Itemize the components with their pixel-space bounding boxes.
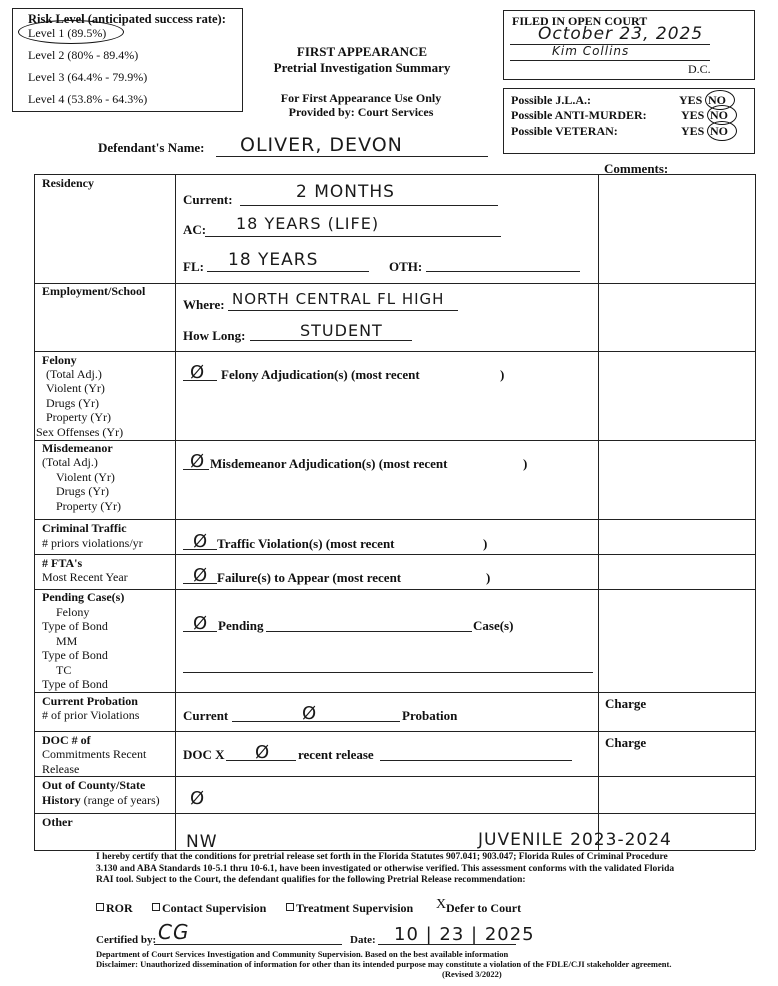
oth-line (426, 271, 580, 272)
row-line (34, 440, 755, 441)
outcounty-history: History (42, 793, 81, 807)
option-contact[interactable] (152, 901, 266, 916)
where-value: NORTH CENTRAL FL HIGH (232, 290, 445, 308)
certified-by-label: Certified by: (96, 934, 157, 946)
felony-text: Felony Adjudication(s) (most recent (221, 367, 420, 382)
cert-sig-line (154, 944, 342, 945)
howlong-label: How Long: (183, 328, 246, 343)
fl-value: 18 YEARS (228, 250, 319, 270)
filed-sig-line (510, 60, 710, 61)
felony-property: Property (Yr) (46, 410, 111, 424)
misd-violent: Violent (Yr) (56, 470, 115, 484)
felony-sex: Sex Offenses (Yr) (36, 425, 124, 439)
date-line (378, 944, 516, 945)
anti-yes: YES (681, 108, 705, 122)
felony-mark: Ø (190, 362, 206, 383)
row-line (34, 692, 755, 693)
fta-mark: Ø (193, 565, 209, 586)
doc-recent-line (380, 760, 572, 761)
disclaimer: Disclaimer: Unauthorized dissemination of information for other than its intended purpose may constitute a violation of the FDLE/CJI stakeholder agreement. (96, 959, 672, 969)
risk-level-1-circle (18, 20, 124, 44)
comments-label: Comments: (604, 161, 669, 176)
option-defer[interactable] (436, 897, 522, 916)
doc-label: DOC # of (42, 733, 91, 747)
traffic-close: ) (483, 536, 488, 551)
other-juvenile: JUVENILE 2023-2024 (478, 830, 672, 850)
probation-mark: Ø (302, 703, 318, 724)
doc-release: Release (42, 762, 80, 776)
ac-line (205, 236, 501, 237)
certification-text: I hereby certify that the conditions for pretrial release set forth in the Florida Statutes 907.041; 903.047; Florida Rules of Criminal Procedure 3.130 and ABA Standards 10-5.1 thru 10-6.1, have been investigated or otherwise verified. This assessment conforms with the validated Florida RAI tool. Subject to the Court, the defendant qualifies for the following Pretrial Release recommendation: (96, 852, 675, 886)
traffic-text: Traffic Violation(s) (most recent (217, 536, 395, 551)
veteran-no: NO (710, 124, 728, 138)
ac-label: AC: (183, 222, 207, 237)
misd-drugs: Drugs (Yr) (56, 484, 109, 498)
treatment-label: Treatment Supervision (296, 901, 414, 915)
row-line (34, 519, 755, 520)
fl-label: FL: (183, 259, 204, 274)
current-value: 2 MONTHS (296, 182, 395, 202)
provided-by: Provided by: Court Services (288, 105, 434, 119)
pending-mark-line (183, 631, 217, 632)
veteran-yes: YES (681, 124, 705, 138)
jla-no: NO (708, 93, 726, 107)
filed-signature: Kim Collins (552, 44, 630, 58)
oth-label: OTH: (389, 259, 423, 274)
veteran-no-circle (707, 121, 737, 141)
row-line (34, 731, 755, 732)
form-title: FIRST APPEARANCE (296, 44, 428, 59)
col-line (34, 174, 35, 850)
probation-current: Current (183, 708, 229, 723)
treatment-checkbox[interactable] (286, 903, 294, 911)
misd-mark-line (183, 469, 209, 470)
pending-felony: Felony (56, 605, 90, 619)
pending-line (266, 631, 472, 632)
doc-mark: Ø (255, 742, 271, 763)
other-nw: NW (186, 832, 218, 852)
date-value: 10 | 23 | 2025 (394, 924, 535, 945)
pending-line-2 (183, 672, 593, 673)
howlong-value: STUDENT (300, 321, 383, 340)
defendant-line (216, 156, 488, 157)
risk-level-4: Level 4 (53.8% - 64.3%) (28, 92, 148, 106)
misdemeanor-mark: Ø (190, 451, 206, 472)
defer-label: Defer to Court (446, 901, 522, 915)
felony-drugs: Drugs (Yr) (46, 396, 99, 410)
risk-level-2: Level 2 (80% - 89.4%) (28, 48, 139, 62)
filed-date-handwritten: October 23, 2025 (538, 24, 704, 44)
outcounty-mark: Ø (190, 788, 206, 809)
col-line (598, 174, 599, 850)
current-label: Current: (183, 192, 233, 207)
howlong-line (250, 340, 412, 341)
felony-close: ) (500, 367, 505, 382)
doc-recent: recent release (298, 747, 374, 762)
misdemeanor-label: Misdemeanor (42, 441, 113, 455)
form-subtitle: Pretrial Investigation Summary (273, 60, 451, 75)
fta-close: ) (486, 570, 491, 585)
outcounty-range: (range of years) (83, 793, 160, 807)
pending-mm: MM (56, 634, 78, 648)
doc-commitments: Commitments Recent (42, 747, 147, 761)
doc-x: DOC X (183, 747, 225, 762)
felony-label: Felony (42, 353, 77, 367)
revised: (Revised 3/2022) (442, 969, 502, 979)
felony-mark-line (183, 380, 217, 381)
misdemeanor-close: ) (523, 456, 528, 471)
pending-bond-3: Type of Bond (42, 677, 108, 691)
option-ror[interactable] (96, 901, 133, 916)
dc-label: D.C. (688, 62, 711, 76)
felony-total: (Total Adj.) (46, 367, 102, 381)
pending-tc: TC (56, 663, 72, 677)
option-treatment[interactable] (286, 901, 413, 916)
other-label: Other (42, 815, 73, 829)
row-line (34, 174, 755, 175)
row-line (34, 776, 755, 777)
traffic-label: Criminal Traffic (42, 521, 127, 535)
risk-level-1: Level 1 (89.5%) (28, 26, 107, 40)
risk-level-3: Level 3 (64.4% - 79.9%) (28, 70, 148, 84)
col-line (755, 174, 756, 850)
col-line (175, 174, 176, 850)
row-line (34, 351, 755, 352)
row-line (34, 554, 755, 555)
flag-veteran: Possible VETERAN: (511, 124, 618, 138)
pending-bond-2: Type of Bond (42, 648, 108, 662)
probation-text: Probation (402, 708, 458, 723)
outcounty-label: Out of County/State (42, 778, 146, 792)
defendant-name: OLIVER, DEVON (240, 134, 403, 156)
fta-mark-line (183, 583, 217, 584)
certified-signature: CG (158, 920, 190, 944)
date-label: Date: (350, 934, 376, 946)
pending-bond-1: Type of Bond (42, 619, 108, 633)
pending-mark: Ø (193, 613, 209, 634)
misdemeanor-text: Misdemeanor Adjudication(s) (most recent (210, 456, 448, 471)
use-note: For First Appearance Use Only (280, 91, 442, 105)
jla-yes: YES (679, 93, 703, 107)
fta-label: # FTA's (42, 556, 83, 570)
flag-jla: Possible J.L.A.: (511, 93, 592, 107)
pending-text: Pending (218, 618, 264, 633)
where-label: Where: (183, 297, 225, 312)
traffic-mark-line (183, 549, 217, 550)
pending-label: Pending Case(s) (42, 590, 125, 604)
ac-value: 18 YEARS (LIFE) (236, 214, 380, 233)
defendant-label: Defendant's Name: (98, 140, 205, 155)
traffic-sub: # priors violations/yr (42, 536, 143, 550)
fta-text: Failure(s) to Appear (most recent (217, 570, 402, 585)
probation-sub: # of prior Violations (42, 708, 140, 722)
defer-checkbox[interactable]: X (436, 897, 447, 912)
probation-label: Current Probation (42, 694, 138, 708)
fl-line (207, 271, 369, 272)
row-line (34, 589, 755, 590)
flag-anti-murder: Possible ANTI-MURDER: (511, 108, 647, 122)
contact-checkbox[interactable] (152, 903, 160, 911)
risk-header: Risk Level (anticipated success rate): (28, 12, 226, 26)
row-line (34, 813, 755, 814)
felony-violent: Violent (Yr) (46, 381, 105, 395)
where-line (228, 310, 458, 311)
ror-label: ROR (106, 901, 133, 915)
employment-label: Employment/School (42, 284, 146, 298)
ror-checkbox[interactable] (96, 903, 104, 911)
residency-label: Residency (42, 176, 94, 190)
probation-charge: Charge (605, 696, 647, 711)
traffic-mark: Ø (193, 531, 209, 552)
row-line (34, 850, 755, 851)
department-note: Department of Court Services Investigation and Community Supervision. Based on the best available information (96, 949, 509, 959)
pending-cases: Case(s) (473, 618, 514, 633)
fta-sub: Most Recent Year (42, 570, 128, 584)
anti-no: NO (710, 108, 728, 122)
filed-label: FILED IN OPEN COURT (512, 14, 648, 28)
misd-total: (Total Adj.) (42, 455, 98, 469)
misd-property: Property (Yr) (56, 499, 121, 513)
current-line (240, 205, 498, 206)
contact-label: Contact Supervision (162, 901, 267, 915)
doc-charge: Charge (605, 735, 647, 750)
